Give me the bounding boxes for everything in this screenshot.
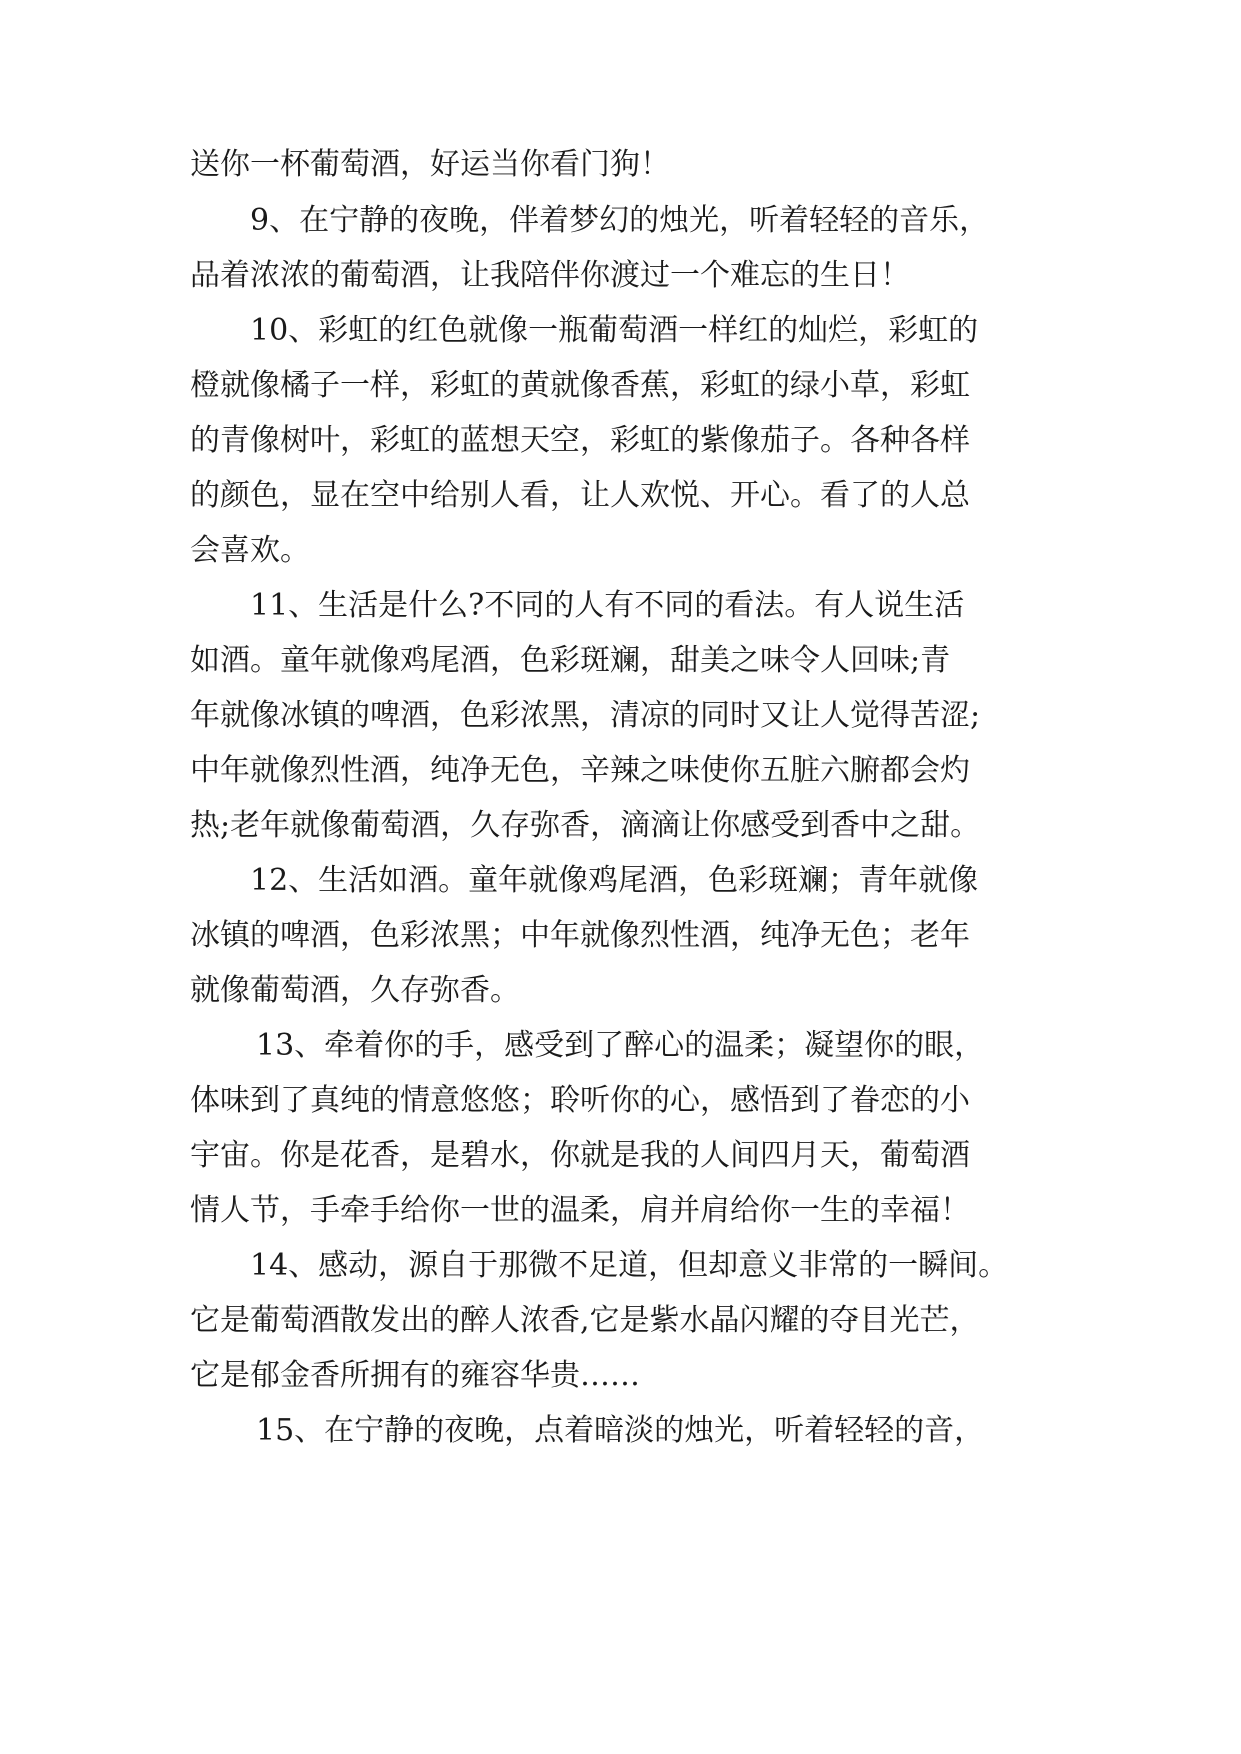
text-line: 宇宙。你是花香，是碧水，你就是我的人间四月天，葡萄酒 xyxy=(190,1138,970,1173)
text-line: 就像葡萄酒，久存弥香。 xyxy=(190,973,520,1008)
text-line: 的青像树叶，彩虹的蓝想天空，彩虹的紫像茄子。各种各样 xyxy=(190,423,970,458)
text-line: 送你一杯葡萄酒，好运当你看门狗！ xyxy=(190,147,670,182)
text-line: 体味到了真纯的情意悠悠；聆听你的心，感悟到了眷恋的小 xyxy=(190,1083,970,1118)
paragraph-9: 9、在宁静的夜晚，伴着梦幻的烛光，听着轻轻的音乐， xyxy=(250,203,990,238)
paragraph-13: 13、牵着你的手，感受到了醉心的温柔；凝望你的眼， xyxy=(256,1028,985,1063)
text-line: 它是葡萄酒散发出的醉人浓香,它是紫水晶闪耀的夺目光芒， xyxy=(190,1303,980,1338)
text-line: 的颜色，显在空中给别人看，让人欢悦、开心。看了的人总 xyxy=(190,478,970,513)
paragraph-10: 10、彩虹的红色就像一瓶葡萄酒一样红的灿烂，彩虹的 xyxy=(250,313,979,348)
text-line: 冰镇的啤酒，色彩浓黑；中年就像烈性酒，纯净无色；老年 xyxy=(190,918,970,953)
text-line: 会喜欢。 xyxy=(190,533,310,568)
text-line: 橙就像橘子一样，彩虹的黄就像香蕉，彩虹的绿小草，彩虹 xyxy=(190,368,970,403)
text-line: 年就像冰镇的啤酒，色彩浓黑，清凉的同时又让人觉得苦涩; xyxy=(190,698,981,733)
paragraph-11: 11、生活是什么?不同的人有不同的看法。有人说生活 xyxy=(250,588,965,623)
text-line: 中年就像烈性酒，纯净无色，辛辣之味使你五脏六腑都会灼 xyxy=(190,753,970,788)
paragraph-15: 15、在宁静的夜晚，点着暗淡的烛光，听着轻轻的音， xyxy=(256,1413,985,1448)
paragraph-12: 12、生活如酒。童年就像鸡尾酒，色彩斑斓；青年就像 xyxy=(250,863,979,898)
text-line: 如酒。童年就像鸡尾酒，色彩斑斓，甜美之味令人回味;青 xyxy=(190,643,951,678)
text-line: 品着浓浓的葡萄酒，让我陪伴你渡过一个难忘的生日！ xyxy=(190,258,910,293)
paragraph-14: 14、感动，源自于那微不足道，但却意义非常的一瞬间。 xyxy=(250,1248,1009,1283)
text-line: 情人节，手牵手给你一世的温柔，肩并肩给你一生的幸福！ xyxy=(190,1193,970,1228)
text-line: 它是郁金香所拥有的雍容华贵…… xyxy=(190,1358,640,1393)
text-line: 热;老年就像葡萄酒，久存弥香，滴滴让你感受到香中之甜。 xyxy=(190,808,981,843)
